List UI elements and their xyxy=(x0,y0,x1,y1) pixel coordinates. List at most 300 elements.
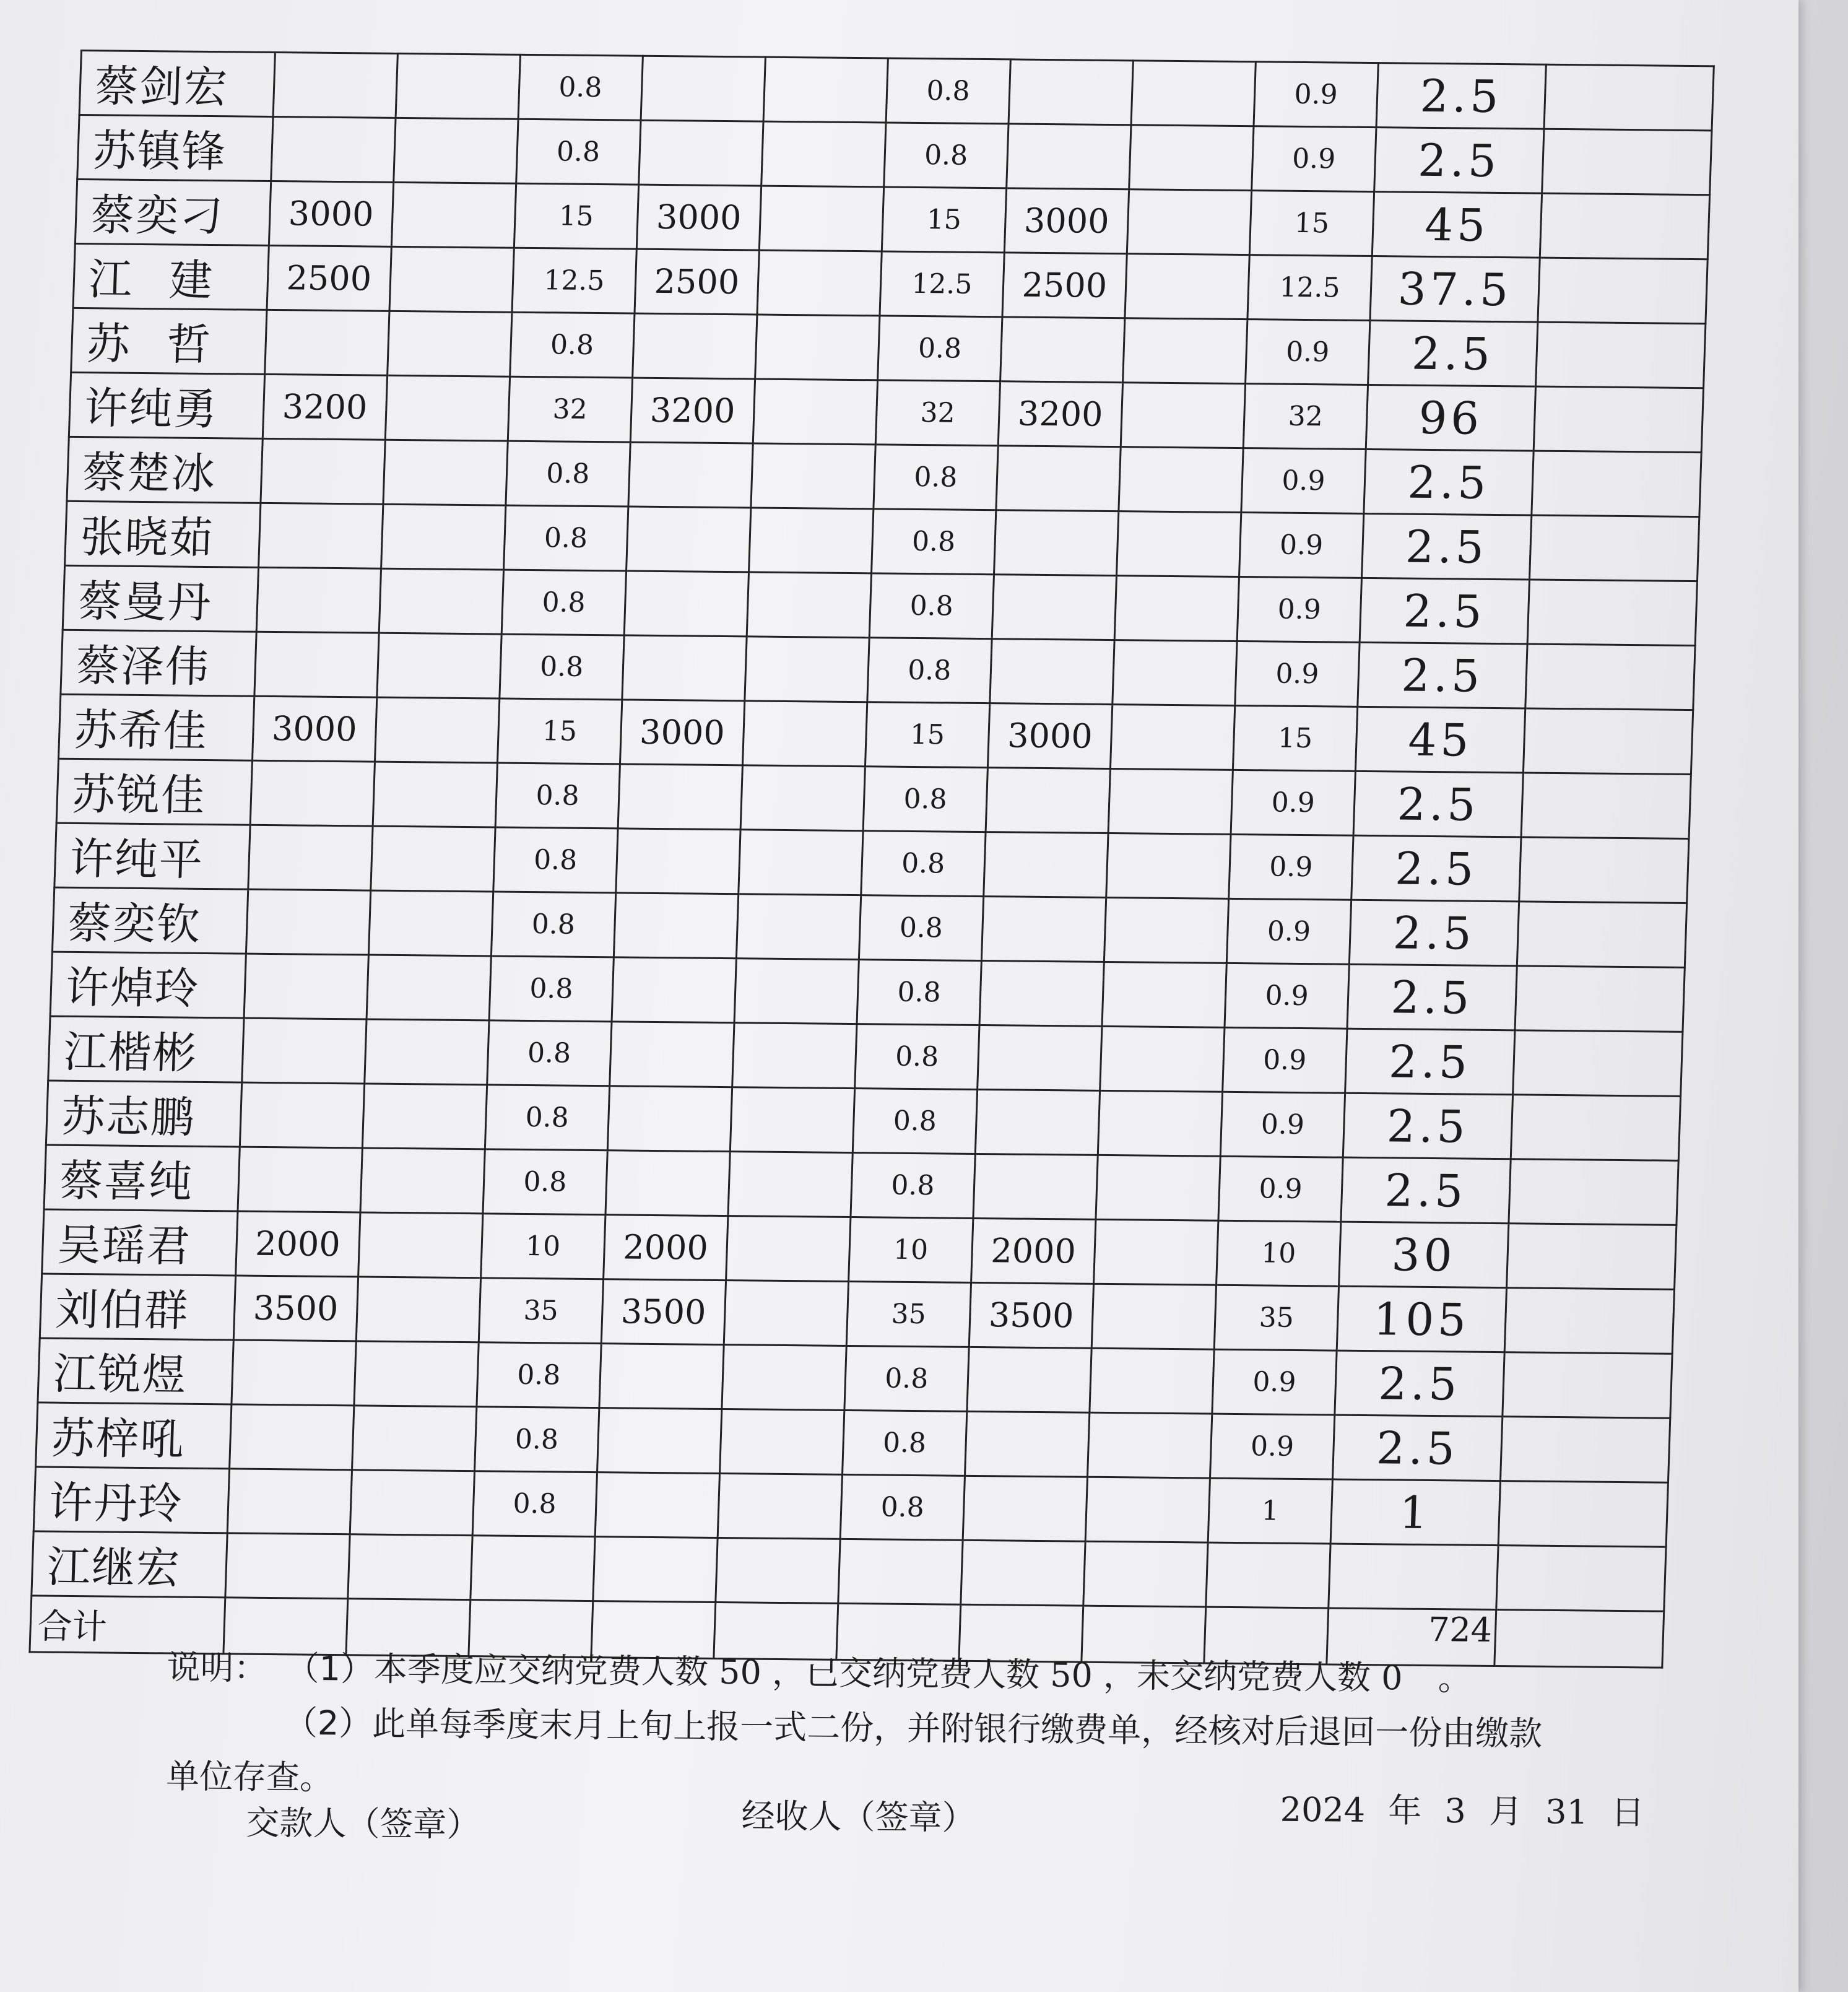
cell-empty xyxy=(1503,1352,1672,1419)
cell-empty xyxy=(1129,125,1254,191)
cell-m3-base xyxy=(990,639,1114,705)
cell-m1-fee: 0.8 xyxy=(493,827,618,893)
cell-m3-fee: 0.9 xyxy=(1226,898,1351,964)
cell-empty xyxy=(368,890,493,956)
cell-m3-fee: 15 xyxy=(1233,705,1357,771)
cell-empty xyxy=(719,1409,844,1475)
cell-m2-base xyxy=(616,829,740,894)
cell-empty xyxy=(751,443,875,509)
cell-name: 苏志鹏 xyxy=(46,1081,241,1147)
cell-empty xyxy=(379,568,503,634)
cell-total: 2.5 xyxy=(1353,771,1523,837)
cell-m3-fee: 0.9 xyxy=(1237,577,1361,643)
cell-empty xyxy=(1544,64,1714,131)
cell-m1-fee: 0.8 xyxy=(510,312,634,378)
cell-m1-fee: 10 xyxy=(480,1214,605,1279)
cell-m1-fee: 0.8 xyxy=(474,1407,599,1472)
cell-empty xyxy=(1533,386,1703,453)
cell-m2-fee: 0.8 xyxy=(884,123,1009,188)
cell-name: 张晓茹 xyxy=(65,501,261,567)
date-day: 31 xyxy=(1545,1792,1589,1832)
cell-m3-base xyxy=(1000,317,1124,383)
cell-empty xyxy=(348,1534,472,1600)
cell-m2-fee: 15 xyxy=(882,187,1006,253)
cell-total: 2.5 xyxy=(1351,835,1521,902)
cell-m1-fee: 0.8 xyxy=(485,1085,609,1150)
cell-total: 30 xyxy=(1339,1222,1509,1288)
cell-m1-base: 3000 xyxy=(252,696,376,762)
cell-m1-fee: 0.8 xyxy=(491,892,615,957)
cell-m3-fee: 0.9 xyxy=(1220,1092,1345,1157)
cell-m2-fee: 0.8 xyxy=(877,316,1002,381)
cell-total: 2.5 xyxy=(1335,1350,1504,1417)
cell-empty xyxy=(367,955,491,1020)
due-count: 50 xyxy=(718,1652,762,1692)
cell-m3-base xyxy=(992,575,1116,640)
cell-empty xyxy=(1542,129,1712,195)
receiver-signature: 经收人（签章） xyxy=(741,1796,976,1838)
cell-m3-fee: 0.9 xyxy=(1210,1414,1334,1479)
notes-line1-end: 。 xyxy=(1438,1658,1472,1698)
cell-m2-fee: 0.8 xyxy=(842,1410,966,1476)
cell-empty xyxy=(375,697,499,763)
day-char: 日 xyxy=(1610,1793,1645,1832)
notes-line-2: （2）此单每季度末月上旬上报一式二份，并附银行缴费单，经核对后退回一份由缴款 xyxy=(284,1703,1543,1754)
cell-total: 2.5 xyxy=(1345,1029,1515,1095)
table-body xyxy=(30,51,1714,1668)
cell-m3-base xyxy=(963,1476,1087,1541)
cell-name: 蔡奕刁 xyxy=(75,179,271,245)
cell-m1-fee: 0.8 xyxy=(472,1471,597,1537)
cell-m1-base xyxy=(238,1147,362,1212)
cell-m2-base xyxy=(593,1537,718,1603)
cell-m2-base xyxy=(641,56,765,121)
cell-m3-fee: 10 xyxy=(1216,1220,1340,1286)
cell-total: 1 xyxy=(1330,1479,1500,1546)
cell-empty xyxy=(730,1087,854,1153)
cell-m1-fee: 0.8 xyxy=(489,956,614,1022)
cell-m3-fee: 0.9 xyxy=(1229,834,1353,900)
cell-m2-fee: 0.8 xyxy=(844,1346,969,1411)
cell-m3-fee: 0.9 xyxy=(1241,448,1366,514)
cell-empty xyxy=(391,182,516,248)
cell-name: 蔡剑宏 xyxy=(79,51,275,117)
cell-empty xyxy=(742,701,867,767)
cell-m2-base xyxy=(632,313,757,379)
cell-m1-base: 3000 xyxy=(269,181,393,246)
cell-m3-base: 3200 xyxy=(998,381,1122,447)
cell-total: 2.5 xyxy=(1368,321,1538,387)
cell-empty xyxy=(1509,1159,1678,1225)
cell-m2-fee: 10 xyxy=(848,1217,973,1283)
cell-m1-base xyxy=(256,567,381,633)
cell-name: 许纯勇 xyxy=(69,372,264,438)
cell-empty xyxy=(1106,833,1231,898)
cell-m2-base: 3500 xyxy=(601,1279,726,1345)
cell-name: 刘伯群 xyxy=(40,1274,235,1340)
cell-m3-base xyxy=(978,1025,1102,1091)
cell-empty xyxy=(1536,322,1706,388)
cell-empty xyxy=(718,1474,842,1539)
cell-m2-fee: 0.8 xyxy=(851,1153,975,1219)
cell-empty xyxy=(370,826,495,892)
cell-m1-base: 3500 xyxy=(233,1276,358,1341)
cell-name: 江建 xyxy=(73,243,269,310)
cell-m1-fee: 15 xyxy=(514,183,638,249)
cell-empty xyxy=(1496,1546,1666,1612)
cell-m1-base xyxy=(246,889,370,955)
cell-m1-base xyxy=(250,760,375,826)
cell-m1-base xyxy=(225,1533,350,1599)
cell-m1-fee: 32 xyxy=(508,376,632,442)
cell-m3-fee: 0.9 xyxy=(1218,1156,1343,1222)
cell-m3-base xyxy=(967,1347,1091,1412)
cell-m2-base xyxy=(618,764,742,830)
cell-m2-base xyxy=(614,893,738,959)
cell-m1-base: 2500 xyxy=(267,245,391,311)
cell-empty xyxy=(1131,61,1256,126)
cell-m2-base: 3200 xyxy=(630,378,755,443)
cell-total: 2.5 xyxy=(1341,1157,1511,1224)
cell-m2-base: 3000 xyxy=(620,700,744,765)
date-year: 2024 xyxy=(1280,1790,1366,1830)
date-line xyxy=(1280,1783,1644,1834)
cell-m2-fee: 0.8 xyxy=(874,445,998,510)
cell-empty xyxy=(1102,962,1226,1027)
cell-m2-fee: 0.8 xyxy=(852,1089,977,1154)
cell-empty xyxy=(1091,1284,1216,1349)
cell-empty xyxy=(1506,1224,1676,1290)
cell-m2-base xyxy=(638,120,763,186)
cell-empty xyxy=(356,1277,480,1342)
cell-m3-base: 3000 xyxy=(987,703,1112,769)
cell-m1-base xyxy=(273,53,397,118)
cell-m2-base xyxy=(609,1022,734,1087)
cell-empty xyxy=(385,375,510,441)
cell-m3-base xyxy=(984,832,1108,898)
cell-empty xyxy=(728,1152,852,1217)
cell-m1-fee: 12.5 xyxy=(512,248,636,313)
cell-m1-fee: 0.8 xyxy=(501,570,626,635)
cell-m1-fee: 15 xyxy=(497,698,622,764)
cell-empty xyxy=(1100,1026,1225,1092)
cell-m3-fee: 0.9 xyxy=(1235,641,1360,707)
cell-m1-base xyxy=(271,116,395,182)
cell-empty xyxy=(1113,640,1237,706)
cell-m2-base xyxy=(628,442,753,508)
cell-empty xyxy=(362,1084,487,1149)
summary-label: 合计 xyxy=(30,1596,225,1654)
notes-line1-prefix: （1）本季度应交纳党费人数 xyxy=(285,1648,709,1692)
cell-name: 许纯平 xyxy=(54,823,250,889)
cell-m2-fee: 35 xyxy=(846,1281,971,1347)
cell-total: 2.5 xyxy=(1376,63,1546,129)
cell-empty xyxy=(1119,447,1243,513)
cell-m3-base xyxy=(965,1411,1089,1477)
cell-m1-fee xyxy=(471,1536,595,1601)
cell-empty xyxy=(381,504,505,570)
cell-empty xyxy=(759,186,883,251)
month-char: 月 xyxy=(1488,1791,1523,1832)
cell-m2-fee xyxy=(838,1539,963,1604)
cell-m1-fee: 0.8 xyxy=(506,441,630,507)
cell-m2-base xyxy=(622,635,747,701)
cell-total: 37.5 xyxy=(1370,256,1540,323)
cell-empty xyxy=(1532,451,1701,517)
cell-m3-base xyxy=(981,897,1106,962)
cell-empty xyxy=(354,1341,479,1407)
cell-m3-fee: 0.9 xyxy=(1212,1349,1337,1415)
cell-empty xyxy=(748,508,873,573)
cell-empty xyxy=(740,765,865,831)
cell-total: 2.5 xyxy=(1332,1415,1502,1481)
cell-m3-fee: 15 xyxy=(1249,191,1374,256)
cell-total: 2.5 xyxy=(1349,900,1519,966)
cell-empty xyxy=(1540,193,1709,259)
cell-name: 蔡楚冰 xyxy=(67,437,262,503)
cell-empty xyxy=(1494,1610,1664,1668)
grand-total: 724 xyxy=(1327,1608,1496,1666)
cell-m1-base xyxy=(248,825,372,890)
cell-empty xyxy=(373,762,497,827)
cell-m3-fee: 0.9 xyxy=(1225,963,1349,1029)
cell-empty xyxy=(364,1019,488,1085)
cell-m2-base xyxy=(599,1344,724,1409)
cell-empty xyxy=(377,633,501,698)
cell-m2-fee: 0.8 xyxy=(871,509,996,575)
cell-empty xyxy=(1104,897,1228,963)
cell-total: 2.5 xyxy=(1358,642,1527,708)
cell-m3-fee: 0.9 xyxy=(1231,770,1355,835)
cell-empty xyxy=(389,246,514,312)
cell-m3-base: 2000 xyxy=(971,1218,1095,1284)
cell-m1-base xyxy=(227,1469,352,1534)
cell-total: 2.5 xyxy=(1347,964,1517,1030)
cell-m3-base xyxy=(975,1089,1100,1155)
cell-m2-fee: 0.8 xyxy=(886,58,1010,124)
cell-empty xyxy=(1087,1412,1212,1478)
cell-name: 江锐煜 xyxy=(38,1338,233,1404)
cell-m1-base xyxy=(244,954,368,1019)
cell-name: 许焯玲 xyxy=(50,952,246,1018)
cell-empty xyxy=(1125,254,1249,320)
cell-m1-fee: 0.8 xyxy=(503,505,628,571)
cell-m3-fee: 0.9 xyxy=(1246,320,1370,385)
cell-m3-base xyxy=(961,1540,1085,1606)
cell-m3-fee: 0.9 xyxy=(1239,513,1363,578)
cell-m1-base: 3200 xyxy=(262,374,387,440)
cell-name: 蔡奕钦 xyxy=(52,887,248,954)
cell-empty xyxy=(747,572,871,638)
cell-m2-fee: 0.8 xyxy=(840,1474,965,1540)
cell-empty xyxy=(732,1023,856,1089)
cell-name: 江楷彬 xyxy=(48,1016,244,1082)
cell-m2-fee: 0.8 xyxy=(859,895,983,961)
cell-empty xyxy=(1098,1090,1222,1156)
cell-empty xyxy=(716,1537,840,1603)
cell-empty xyxy=(1529,515,1699,581)
cell-m2-base xyxy=(595,1472,719,1538)
cell-m1-base xyxy=(254,632,379,697)
cell-empty xyxy=(734,959,859,1024)
cell-name: 蔡曼丹 xyxy=(63,565,258,632)
cell-name: 许丹玲 xyxy=(33,1467,229,1533)
cell-empty xyxy=(722,1345,846,1411)
cell-name: 苏哲 xyxy=(71,308,267,374)
cell-m2-base xyxy=(612,957,736,1023)
cell-empty xyxy=(761,121,885,187)
cell-empty xyxy=(724,1281,848,1346)
cell-m3-base: 3000 xyxy=(1004,188,1129,254)
cell-name: 苏锐佳 xyxy=(56,759,252,825)
cell-empty xyxy=(757,250,882,316)
cell-m2-base xyxy=(626,507,750,572)
cell-empty xyxy=(383,440,508,505)
cell-empty xyxy=(1127,189,1251,255)
cell-m3-base xyxy=(1007,124,1131,189)
cell-m1-fee: 0.8 xyxy=(487,1020,611,1086)
notes-line1-mid2: ，未交纳党费人数 xyxy=(1103,1656,1371,1697)
cell-empty xyxy=(763,57,888,123)
cell-empty xyxy=(1085,1477,1210,1542)
cell-m1-base xyxy=(241,1018,366,1084)
cell-empty xyxy=(1093,1219,1218,1285)
cell-total: 2.5 xyxy=(1361,513,1531,580)
cell-empty xyxy=(1114,576,1239,642)
notes-line1-mid: ，已交纳党费人数 xyxy=(771,1653,1040,1695)
cell-m1-base: 2000 xyxy=(235,1211,360,1277)
cell-m3-fee: 12.5 xyxy=(1247,255,1372,321)
paid-count: 50 xyxy=(1049,1655,1093,1695)
cell-m1-fee: 0.8 xyxy=(477,1342,601,1408)
cell-m2-base xyxy=(605,1150,730,1216)
cell-m2-base: 2000 xyxy=(603,1215,727,1281)
cell-m3-fee: 1 xyxy=(1208,1478,1332,1544)
cell-total: 2.5 xyxy=(1343,1093,1512,1159)
cell-m1-base xyxy=(258,503,383,568)
cell-empty xyxy=(350,1470,474,1536)
cell-empty xyxy=(1517,902,1686,968)
cell-empty xyxy=(1525,644,1695,710)
cell-empty xyxy=(1108,769,1233,835)
cell-empty xyxy=(1090,1348,1214,1414)
cell-m2-fee: 0.8 xyxy=(857,960,981,1025)
cell-m2-fee: 32 xyxy=(875,380,1000,446)
cell-m1-fee: 35 xyxy=(479,1278,603,1344)
cell-empty xyxy=(755,315,879,380)
cell-m3-fee: 0.9 xyxy=(1252,126,1376,192)
cell-empty xyxy=(396,53,520,119)
cell-empty xyxy=(1523,708,1693,775)
notes-label: 说明： xyxy=(167,1647,267,1688)
cell-empty xyxy=(1083,1541,1208,1607)
cell-m3-base xyxy=(979,961,1104,1027)
cell-name: 苏镇锋 xyxy=(77,115,273,181)
cell-total: 105 xyxy=(1337,1286,1506,1352)
cell-m3-base xyxy=(973,1154,1098,1219)
cell-m2-fee: 0.8 xyxy=(863,767,987,832)
cell-m3-base xyxy=(996,446,1121,511)
cell-m1-fee: 0.8 xyxy=(500,634,624,700)
cell-m2-fee: 0.8 xyxy=(855,1024,979,1090)
cell-empty xyxy=(736,894,861,960)
year-char: 年 xyxy=(1388,1791,1422,1830)
cell-m1-base xyxy=(264,310,389,375)
cell-empty xyxy=(1498,1481,1668,1547)
payer-signature: 交款人（签章） xyxy=(246,1803,480,1845)
cell-empty xyxy=(387,311,511,376)
cell-empty xyxy=(393,118,518,183)
cell-empty xyxy=(753,379,877,445)
cell-m2-fee: 12.5 xyxy=(880,251,1004,317)
cell-empty xyxy=(1500,1417,1670,1483)
cell-m2-fee: 0.8 xyxy=(861,831,986,897)
cell-name: 苏梓吼 xyxy=(36,1403,232,1469)
cell-name: 蔡喜纯 xyxy=(44,1145,240,1211)
date-month: 3 xyxy=(1444,1791,1467,1831)
cell-empty xyxy=(1122,318,1247,384)
cell-m3-fee: 32 xyxy=(1243,384,1368,450)
cell-m3-base xyxy=(994,510,1118,576)
cell-empty xyxy=(1504,1288,1674,1354)
cell-m3-fee xyxy=(1206,1542,1330,1608)
cell-m2-fee: 0.8 xyxy=(867,638,992,703)
cell-empty xyxy=(358,1212,482,1278)
cell-m1-base xyxy=(232,1340,356,1406)
cell-empty xyxy=(352,1406,476,1471)
cell-empty xyxy=(739,830,863,895)
cell-empty xyxy=(1513,1030,1683,1097)
cell-m1-fee: 0.8 xyxy=(483,1149,607,1215)
cell-empty xyxy=(1096,1155,1220,1220)
cell-m3-fee: 0.9 xyxy=(1254,62,1378,128)
fee-table-wrapper xyxy=(28,50,1715,1669)
cell-m1-fee: 0.8 xyxy=(518,54,643,120)
cell-total: 45 xyxy=(1355,707,1525,773)
cell-m1-base xyxy=(229,1404,354,1470)
cell-m2-fee: 15 xyxy=(865,702,989,768)
cell-empty xyxy=(1538,258,1707,324)
cell-m2-base: 3000 xyxy=(636,185,761,250)
party-fee-table xyxy=(28,50,1715,1669)
cell-m2-base xyxy=(624,571,748,637)
cell-total xyxy=(1329,1544,1498,1610)
cell-m1-fee: 0.8 xyxy=(495,763,620,829)
cell-empty xyxy=(1110,705,1234,770)
cell-empty xyxy=(360,1148,485,1214)
cell-m3-base xyxy=(986,768,1110,833)
cell-empty xyxy=(1515,966,1685,1032)
cell-empty xyxy=(1511,1095,1680,1161)
cell-total: 2.5 xyxy=(1364,449,1533,515)
cell-empty xyxy=(745,637,869,702)
cell-empty xyxy=(726,1216,850,1282)
cell-empty xyxy=(1527,580,1697,646)
cell-name: 江继宏 xyxy=(32,1531,227,1598)
cell-empty xyxy=(1121,383,1245,448)
cell-m3-base xyxy=(1009,59,1133,125)
cell-total: 2.5 xyxy=(1374,128,1544,194)
cell-m2-base xyxy=(597,1408,721,1474)
cell-empty xyxy=(1519,837,1689,903)
cell-total: 2.5 xyxy=(1360,578,1529,644)
cell-empty xyxy=(1116,511,1241,577)
cell-name: 蔡泽伟 xyxy=(61,630,256,696)
cell-m2-fee: 0.8 xyxy=(869,573,994,639)
cell-m1-base xyxy=(240,1082,364,1148)
cell-m2-base xyxy=(607,1086,732,1152)
unpaid-count: 0 xyxy=(1381,1658,1403,1698)
